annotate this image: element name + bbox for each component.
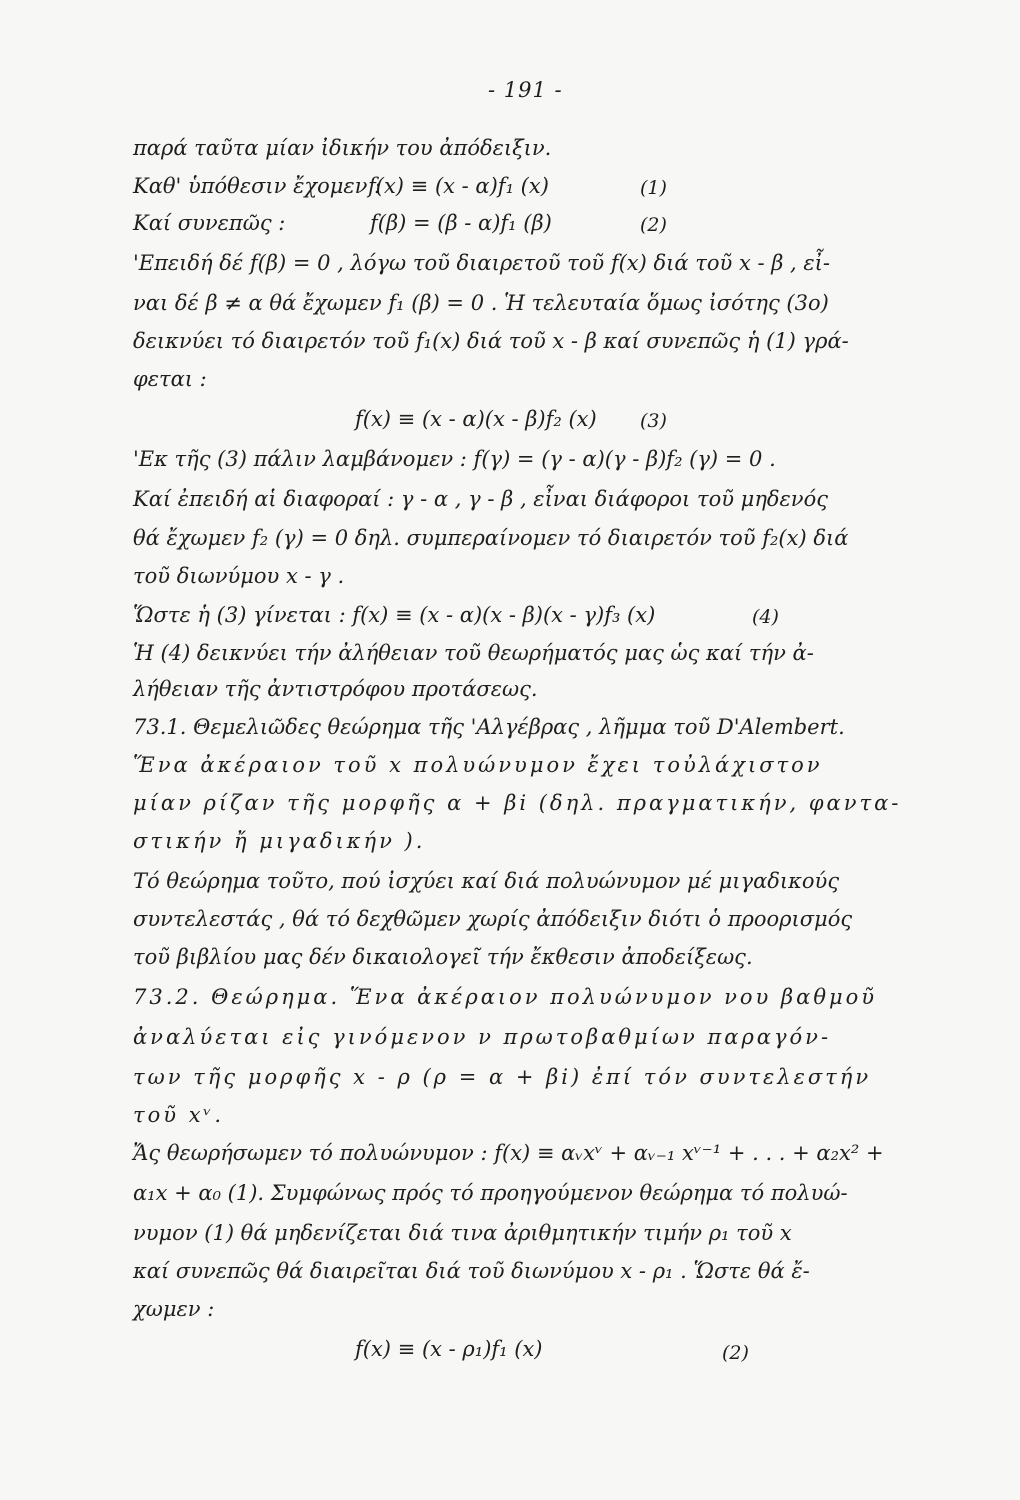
- text-line: καί συνεπῶς θά διαιρεῖται διά τοῦ διωνύμου x - ρ₁ . Ὥστε θά ἔ-: [133, 1259, 810, 1283]
- text-line: δεικνύει τό διαιρετόν τοῦ f₁(x) διά τοῦ x - β καί συνεπῶς ἡ (1) γρά-: [133, 329, 849, 353]
- text-line: στικήν ἤ μιγαδικήν ).: [133, 829, 426, 853]
- text-line: χωμεν :: [133, 1297, 215, 1321]
- text-line: 'Επειδή δέ f(β) = 0 , λόγω τοῦ διαιρετοῦ τοῦ f(x) διά τοῦ x - β , εἶ-: [133, 251, 831, 275]
- equation: f(x) ≡ (x - ρ₁)f₁ (x): [355, 1337, 543, 1361]
- text-line: τοῦ xᵛ.: [133, 1103, 225, 1127]
- text-line: Καθ' ὑπόθεσιν ἔχομεν :: [133, 174, 382, 198]
- text-line: α₁x + α₀ (1). Συμφώνως πρός τό προηγούμενον θεώρημα τό πολυώ-: [133, 1181, 848, 1205]
- equation: f(x) ≡ (x - α)f₁ (x): [368, 174, 549, 198]
- text-line: Τό θεώρημα τοῦτο, πού ἰσχύει καί διά πολυώνυμον μέ μιγαδικούς: [133, 869, 840, 893]
- equation-number: (3): [640, 410, 667, 432]
- text-line: ναι δέ β ≠ α θά ἔχωμεν f₁ (β) = 0 . Ἡ τελευταία ὅμως ἰσότης (3ο): [133, 291, 829, 315]
- text-line: παρά ταῦτα μίαν ἰδικήν του ἀπόδειξιν.: [133, 136, 552, 160]
- text-line: τοῦ βιβλίου μας δέν δικαιολογεῖ τήν ἔκθεσιν ἀποδείξεως.: [133, 945, 753, 969]
- text-line: λήθειαν τῆς ἀντιστρόφου προτάσεως.: [133, 677, 538, 701]
- equation-number: (2): [722, 1342, 749, 1364]
- section-heading: 73.2. Θεώρημα. Ἕνα ἀκέραιον πολυώνυμον νου βαθμοῦ: [133, 985, 878, 1009]
- text-line: 'Εκ τῆς (3) πάλιν λαμβάνομεν : f(γ) = (γ - α)(γ - β)f₂ (γ) = 0 .: [133, 447, 776, 471]
- text-line: των τῆς μορφῆς x - ρ (ρ = α + βi) ἐπί τόν συντελεστήν: [133, 1065, 872, 1089]
- text-line: θά ἔχωμεν f₂ (γ) = 0 δηλ. συμπεραίνομεν τό διαιρετόν τοῦ f₂(x) διά: [133, 526, 849, 550]
- equation-number: (1): [640, 177, 667, 199]
- equation-number: (2): [640, 214, 667, 236]
- text-line: φεται :: [133, 367, 207, 391]
- text-line: μίαν ρίζαν τῆς μορφῆς α + βi (δηλ. πραγματικήν, φαντα-: [133, 791, 902, 815]
- text-line: τοῦ διωνύμου x - γ .: [133, 564, 345, 588]
- text-line: Ἕνα ἀκέραιον τοῦ x πολυώνυμον ἔχει τοὐλάχιστον: [133, 753, 823, 777]
- text-line: Ὥστε ἡ (3) γίνεται : f(x) ≡ (x - α)(x - β)(x - γ)f₃ (x): [133, 603, 656, 627]
- text-line: Ἄς θεωρήσωμεν τό πολυώνυμον : f(x) ≡ αᵥxᵛ + αᵥ₋₁ xᵛ⁻¹ + . . . + α₂x² +: [133, 1141, 884, 1165]
- equation: f(β) = (β - α)f₁ (β): [370, 211, 552, 235]
- text-line: Καί συνεπῶς :: [133, 211, 286, 235]
- text-line: Ἡ (4) δεικνύει τήν ἀλήθειαν τοῦ θεωρήματός μας ὡς καί τήν ἀ-: [133, 641, 814, 665]
- text-line: νυμον (1) θά μηδενίζεται διά τινα ἀριθμητικήν τιμήν ρ₁ τοῦ x: [133, 1221, 792, 1245]
- equation-number: (4): [752, 606, 779, 628]
- text-line: Καί ἐπειδή αἱ διαφοραί : γ - α , γ - β , εἶναι διάφοροι τοῦ μηδενός: [133, 487, 828, 511]
- page-number: - 191 -: [488, 78, 563, 102]
- section-heading: 73.1. Θεμελιῶδες θεώρημα τῆς 'Αλγέβρας , λῆμμα τοῦ D'Alembert.: [133, 715, 845, 739]
- text-line: συντελεστάς , θά τό δεχθῶμεν χωρίς ἀπόδειξιν διότι ὁ προορισμός: [133, 907, 853, 931]
- equation: f(x) ≡ (x - α)(x - β)f₂ (x): [355, 407, 597, 431]
- text-line: ἀναλύεται εἰς γινόμενον ν πρωτοβαθμίων παραγόν-: [133, 1025, 832, 1049]
